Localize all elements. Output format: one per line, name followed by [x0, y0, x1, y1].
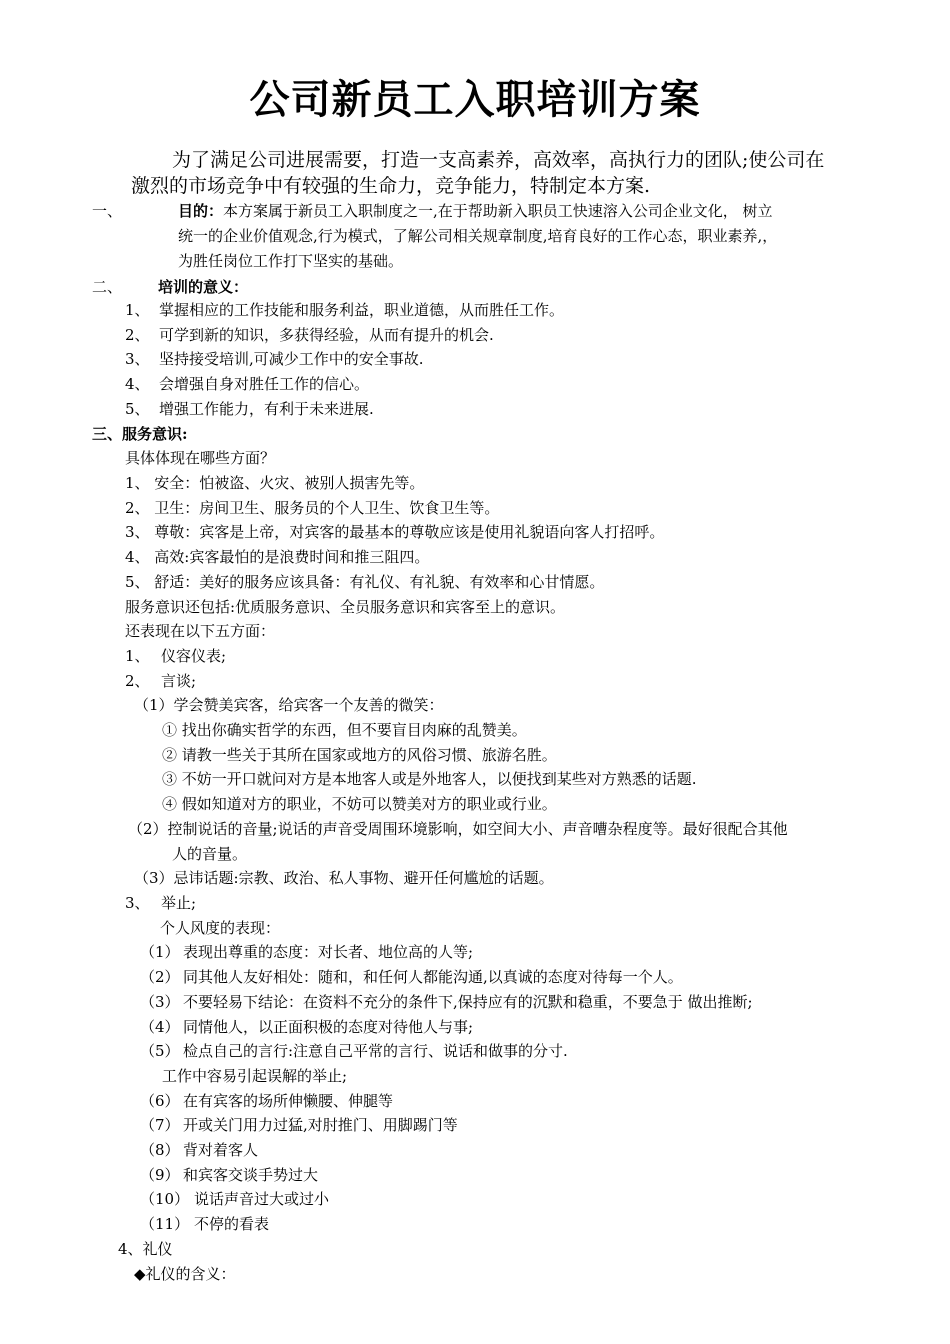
item-text: 说话声音过大或过小 [194, 1190, 330, 1208]
misunderstanding-item-8 [140, 1138, 258, 1162]
item-number: 3、 [125, 350, 150, 368]
section3-item-4: 4、 高效:宾客最怕的是浪费时间和推三阻四。 [125, 548, 430, 566]
item-text: 开或关门用力过猛,对肘推门、用脚踢门等 [183, 1116, 458, 1134]
item-text: 言谈; [161, 672, 197, 690]
aspect-2 [125, 669, 196, 693]
section1-line-2: 统一的企业价值观念,行为模式，了解公司相关规章制度,培育良好的工作心态，职业素养,， [178, 227, 778, 245]
demeanor-item-1 [140, 940, 473, 964]
talk-point-1: （1）学会赞美宾客，给宾客一个友善的微笑： [134, 696, 444, 714]
talk-point-3: （3）忌讳话题:宗教、政治、私人事物、避开任何尴尬的话题。 [134, 869, 554, 887]
item-number: 2、 [125, 672, 150, 690]
section2-item-1 [125, 298, 564, 322]
item-number: （10） [140, 1190, 190, 1208]
item-number: 4、 [125, 375, 150, 393]
misunderstanding-heading: 工作中容易引起误解的举止; [162, 1067, 348, 1085]
section1-line-3: 为胜任岗位工作打下坚实的基础。 [178, 252, 404, 270]
demeanor-item-4 [140, 1015, 473, 1039]
section1-label: 目的： [178, 202, 224, 220]
misunderstanding-item-6 [140, 1089, 393, 1113]
misunderstanding-item-11 [140, 1212, 269, 1236]
item-number: （6） [140, 1092, 180, 1110]
item-number: 1、 [125, 647, 150, 665]
misunderstanding-item-7 [140, 1113, 458, 1137]
aspect-3 [125, 891, 196, 915]
item-text: 同其他人友好相处：随和，和任何人都能沟通,以真诚的态度对待每一个人。 [183, 968, 683, 986]
talk-subpoint-2: ② 请教一些关于其所在国家或地方的风俗习惯、旅游名胜。 [162, 746, 557, 764]
demeanor-heading: 个人风度的表现： [160, 919, 281, 937]
item-text: 不停的看表 [194, 1215, 270, 1233]
misunderstanding-item-10 [140, 1187, 329, 1211]
item-text: 会增强自身对胜任工作的信心。 [159, 375, 370, 393]
talk-subpoint-1: ① 找出你确实哲学的东西，但不要盲目肉麻的乱赞美。 [162, 721, 527, 739]
item-text: 背对着客人 [183, 1141, 259, 1159]
talk-point-2-line-1: （2）控制说话的音量;说话的声音受周围环境影响，如空间大小、声音嘈杂程度等。最好很配合其他 [128, 820, 788, 838]
talk-subpoint-3: ③ 不妨一开口就问对方是本地客人或是外地客人，以便找到某些对方熟悉的话题. [162, 770, 697, 788]
item-text: 表现出尊重的态度：对长者、地位高的人等; [183, 943, 474, 961]
section2-item-5 [125, 397, 374, 421]
misunderstanding-item-9 [140, 1163, 318, 1187]
etiquette-meaning: ◆礼仪的含义： [134, 1265, 236, 1283]
section1-text-1: 本方案属于新员工入职制度之一,在于帮助新入职员工快速溶入公司企业文化， 树立 [223, 202, 773, 220]
section2-item-4 [125, 372, 369, 396]
intro-line-2: 激烈的市场竞争中有较强的生命力，竞争能力，特制定本方案. [131, 175, 651, 197]
item-text: 增强工作能力，有利于未来进展. [159, 400, 374, 418]
demeanor-item-3 [140, 990, 753, 1014]
item-text: 可学到新的知识，多获得经验，从而有提升的机会. [159, 326, 494, 344]
item-number: （5） [140, 1042, 180, 1060]
section3-heading: 三、服务意识: [92, 425, 188, 443]
section1-line-1 [178, 199, 773, 223]
section2-heading: 培训的意义： [158, 278, 249, 296]
item-number: （7） [140, 1116, 180, 1134]
item-number: （9） [140, 1166, 180, 1184]
item-number: 3、 [125, 894, 150, 912]
item-text: 掌握相应的工作技能和服务利益，职业道德，从而胜任工作。 [159, 301, 565, 319]
item-text: 检点自己的言行:注意自己平常的言行、说话和做事的分寸. [183, 1042, 568, 1060]
item-number: （11） [140, 1215, 190, 1233]
talk-subpoint-4: ④ 假如知道对方的职业，不妨可以赞美对方的职业或行业。 [162, 795, 557, 813]
item-text: 举止; [161, 894, 197, 912]
item-number: 5、 [125, 400, 150, 418]
section3-item-1: 1、 安全：怕被盗、火灾、被别人损害先等。 [125, 474, 425, 492]
section1-number: 一、 [92, 202, 123, 220]
item-text: 不要轻易下结论：在资料不充分的条件下,保持应有的沉默和稳重，不要急于 做出推断; [183, 993, 753, 1011]
item-number: （8） [140, 1141, 180, 1159]
section3-item-5: 5、 舒适：美好的服务应该具备：有礼仪、有礼貌、有效率和心甘情愿。 [125, 573, 605, 591]
item-text: 仪容仪表; [161, 647, 227, 665]
item-text: 坚持接受培训,可减少工作中的安全事故. [159, 350, 424, 368]
section3-item-3: 3、 尊敬：宾客是上帝，对宾客的最基本的尊敬应该是使用礼貌语向客人打招呼。 [125, 523, 665, 541]
item-text: 和宾客交谈手势过大 [183, 1166, 319, 1184]
service-also-includes: 服务意识还包括:优质服务意识、全员服务意识和宾客至上的意识。 [125, 598, 566, 616]
item-number: （2） [140, 968, 180, 986]
talk-point-2-line-2: 人的音量。 [172, 845, 248, 863]
intro-line-1: 为了满足公司进展需要，打造一支高素养，高效率，高执行力的团队;使公司在 [172, 149, 825, 171]
item-number: 1、 [125, 301, 150, 319]
five-aspects-heading: 还表现在以下五方面： [125, 622, 276, 640]
section3-question: 具体体现在哪些方面？ [125, 449, 276, 467]
item-number: （3） [140, 993, 180, 1011]
demeanor-item-5 [140, 1039, 568, 1063]
section2-number: 二、 [92, 278, 123, 296]
item-number: 2、 [125, 326, 150, 344]
document-title: 公司新员工入职培训方案 [249, 77, 701, 123]
aspect-4: 4、礼仪 [118, 1240, 173, 1258]
item-text: 同情他人，以正面积极的态度对待他人与事; [183, 1018, 474, 1036]
section2-item-3 [125, 347, 424, 371]
item-text: 在有宾客的场所伸懒腰、伸腿等 [183, 1092, 394, 1110]
aspect-1 [125, 644, 226, 668]
demeanor-item-2 [140, 965, 683, 989]
section2-item-2 [125, 323, 494, 347]
item-number: （1） [140, 943, 180, 961]
section3-item-2: 2、 卫生：房间卫生、服务员的个人卫生、饮食卫生等。 [125, 499, 500, 517]
item-number: （4） [140, 1018, 180, 1036]
